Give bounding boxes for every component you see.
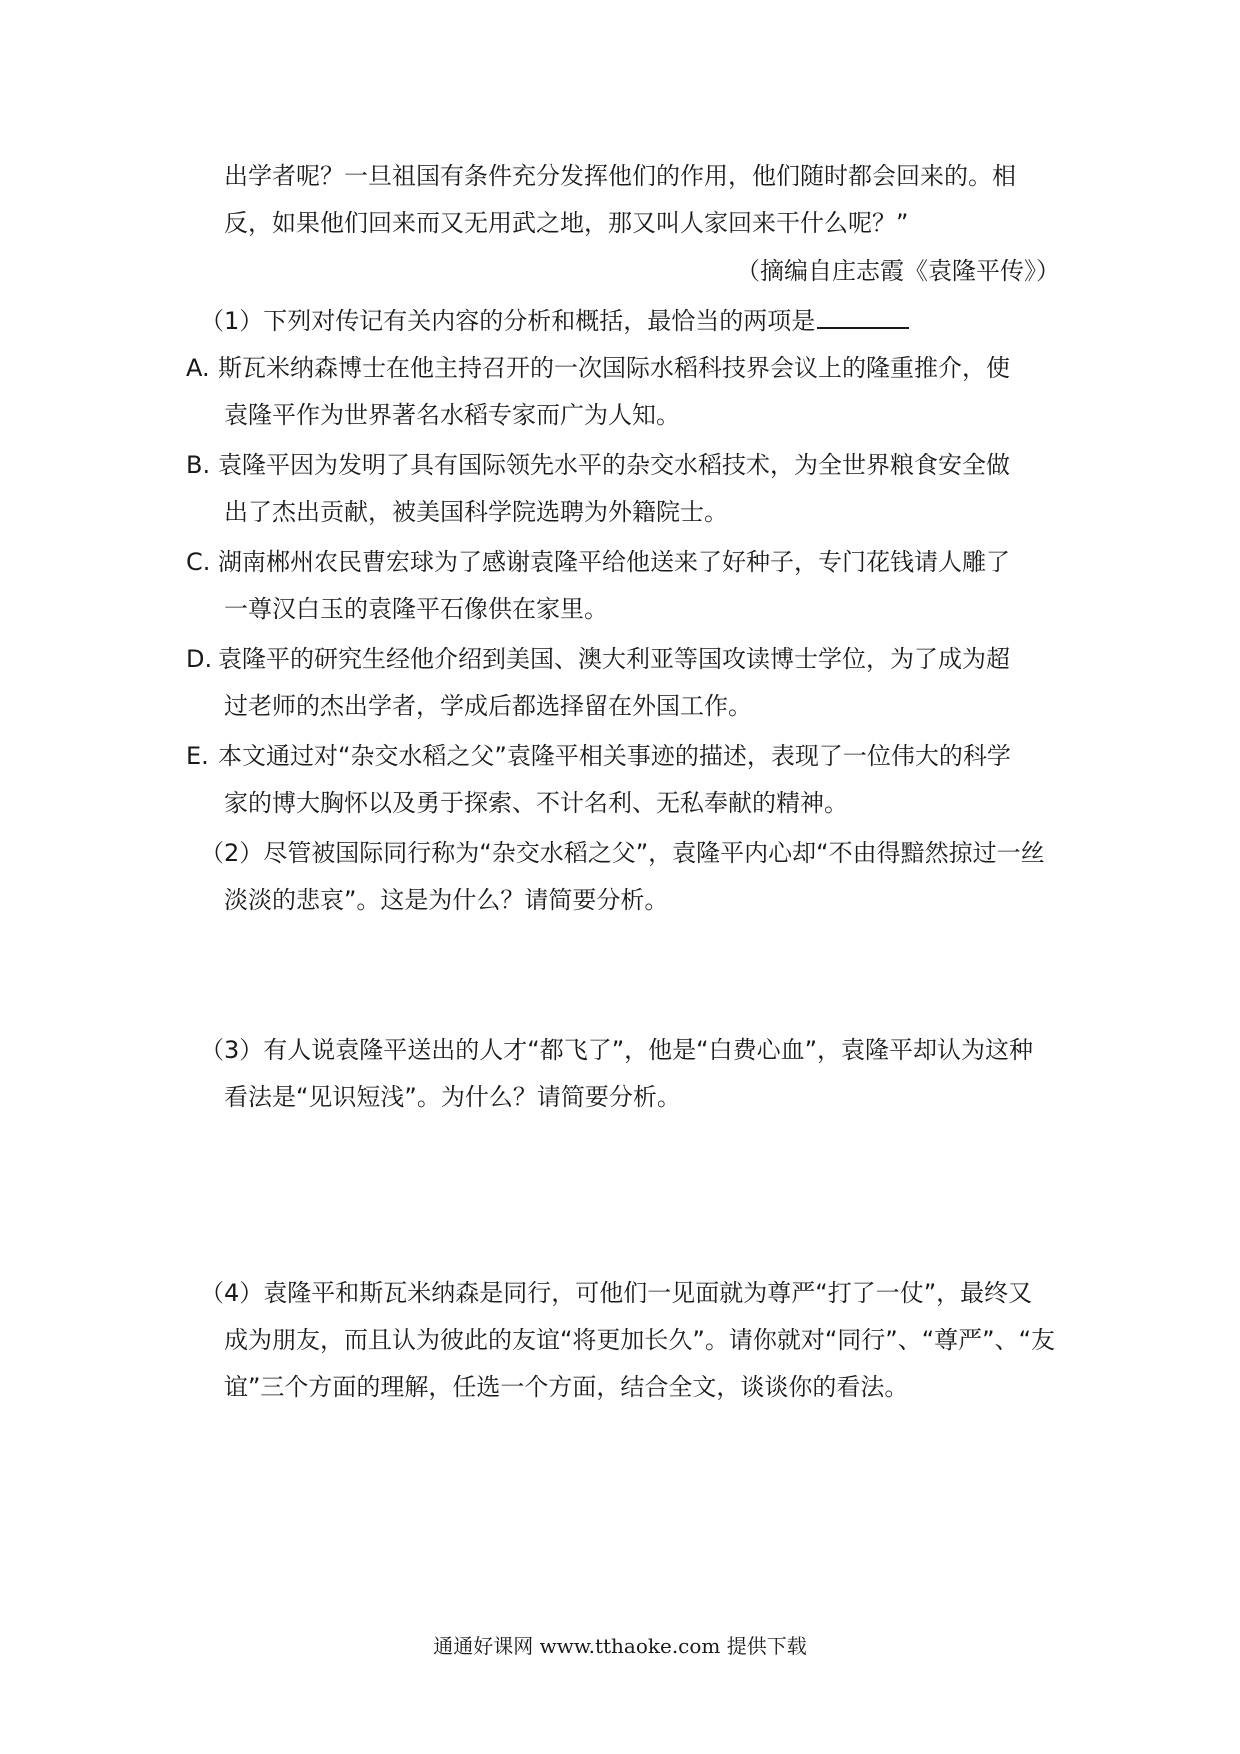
question-4-line-3: 谊”三个方面的理解，任选一个方面，结合全文，谈谈你的看法。: [224, 1373, 909, 1401]
option-c-line-2: 一尊汉白玉的袁隆平石像供在家里。: [224, 595, 608, 623]
question-2-line-1: （2）尽管被国际同行称为“杂交水稻之父”，袁隆平内心却“不由得黯然掠过一丝: [200, 839, 1045, 867]
question-3-line-2: 看法是“见识短浅”。为什么？请简要分析。: [224, 1083, 681, 1111]
option-a: [186, 351, 1010, 385]
option-b-letter: B.: [186, 451, 211, 479]
option-e-line-1: 本文通过对“杂交水稻之父”袁隆平相关事迹的描述，表现了一位伟大的科学: [218, 742, 1011, 770]
option-a-line-2: 袁隆平作为世界著名水稻专家而广为人知。: [224, 401, 680, 429]
option-e-line-2: 家的博大胸怀以及勇于探索、不计名利、无私奉献的精神。: [224, 789, 848, 817]
passage-line-2: 反，如果他们回来而又无用武之地，那又叫人家回来干什么呢？”: [224, 209, 909, 237]
option-b-line-1: 袁隆平因为发明了具有国际领先水平的杂交水稻技术，为全世界粮食安全做: [218, 451, 1010, 479]
option-e: [186, 739, 1011, 773]
option-c-letter: C.: [186, 548, 211, 576]
option-a-line-1: 斯瓦米纳森博士在他主持召开的一次国际水稻科技界会议上的隆重推介，使: [218, 354, 1010, 382]
option-b-line-2: 出了杰出贡献，被美国科学院选聘为外籍院士。: [224, 498, 728, 526]
option-d-line-1: 袁隆平的研究生经他介绍到美国、澳大利亚等国攻读博士学位，为了成为超: [218, 645, 1010, 673]
answer-blank: [817, 301, 909, 329]
question-3-line-1: （3）有人说袁隆平送出的人才“都飞了”，他是“白费心血”，袁隆平却认为这种: [200, 1036, 1034, 1064]
passage-line-1: 出学者呢？一旦祖国有条件充分发挥他们的作用，他们随时都会回来的。相: [224, 162, 1016, 190]
option-b: [186, 448, 1010, 482]
option-e-letter: E.: [186, 742, 209, 770]
question-1-text: （1）下列对传记有关内容的分析和概括，最恰当的两项是: [200, 307, 816, 335]
option-a-letter: A.: [186, 354, 210, 382]
option-d-letter: D.: [186, 645, 213, 673]
question-4-line-2: 成为朋友，而且认为彼此的友谊“将更加长久”。请你就对“同行”、“尊严”、“友: [224, 1326, 1056, 1354]
passage-source: （摘编自庄志霞《袁隆平传》）: [736, 257, 1060, 285]
question-1: [200, 301, 909, 338]
question-4-line-1: （4）袁隆平和斯瓦米纳森是同行，可他们一见面就为尊严“打了一仗”，最终又: [200, 1279, 1033, 1307]
question-2-line-2: 淡淡的悲哀”。这是为什么？请简要分析。: [224, 886, 669, 914]
page-footer: 通通好课网 www.tthaoke.com 提供下载: [433, 1634, 807, 1658]
option-c-line-1: 湖南郴州农民曹宏球为了感谢袁隆平给他送来了好种子，专门花钱请人雕了: [218, 548, 1010, 576]
option-c: [186, 545, 1010, 579]
option-d: [186, 642, 1010, 676]
option-d-line-2: 过老师的杰出学者，学成后都选择留在外国工作。: [224, 692, 752, 720]
